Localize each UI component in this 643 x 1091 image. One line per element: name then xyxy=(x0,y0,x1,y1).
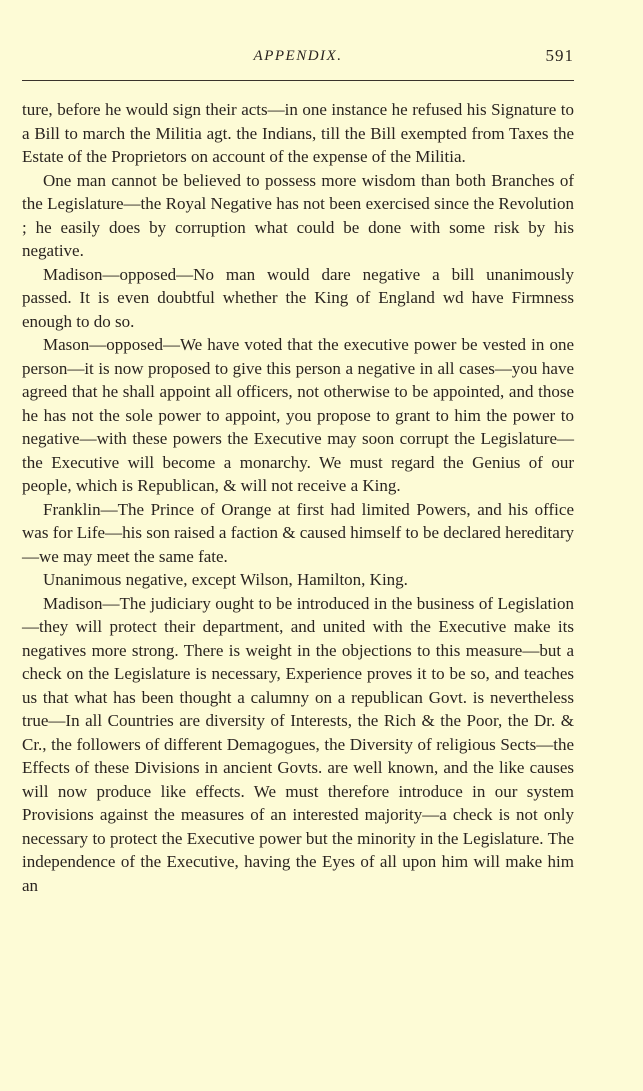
page-number: 591 xyxy=(545,46,574,65)
paragraph: One man cannot be believed to possess more wisdom than both Branches of the Legislature—the Royal Negative has not been exercised since the Revolution ; he easily does by corruption what could be done with some risk by his negative. xyxy=(22,170,574,260)
paragraph-continued: ture, before he would sign their acts—in one instance he refused his Signature to a Bill to march the Militia agt. the Indians, till the Bill exempted from Taxes the Estate of the Proprietors on account of the expense of the Militia. xyxy=(22,100,574,166)
body-text xyxy=(22,98,574,897)
running-head: APPENDIX. xyxy=(253,48,343,64)
paragraph: Franklin—The Prince of Orange at first had limited Powers, and his office was for Life—his son raised a faction & caused himself to be declared hereditary—we may meet the same fate. xyxy=(22,499,574,566)
paragraph: Unanimous negative, except Wilson, Hamilton, King. xyxy=(43,570,408,589)
header-rule xyxy=(22,80,574,81)
paragraph: Mason—opposed—We have voted that the executive power be vested in one person—it is now proposed to give this person a negative in all cases—you have agreed that he shall appoint all officers, not otherwise to be appointed, and those he has not the sole power to appoint, you propose to grant to him the power to negative—with these powers the Executive may soon corrupt the Legislature—the Executive will become a monarchy. We must regard the Genius of our people, which is Republican, & will not receive a King. xyxy=(22,335,574,495)
paragraph: Madison—opposed—No man would dare negative a bill unanimously passed. It is even doubtful whether the King of England wd have Firmness enough to do so. xyxy=(22,264,574,331)
page-header xyxy=(22,44,574,70)
paragraph: Madison—The judiciary ought to be introduced in the business of Legislation—they will protect their department, and united with the Executive make its negatives more strong. There is weight in the objections to this measure—but a check on the Legislature is necessary, Experience proves it to be so, and teaches us that what has been thought a calumny on a republican Govt. is nevertheless true—In all Countries are diversity of Interests, the Rich & the Poor, the Dr. & Cr., the followers of different Demagogues, the Diversity of religious Sects—the Effects of these Divisions in ancient Govts. are well known, and the like causes will now produce like effects. We must therefore introduce in our system Provisions against the measures of an interested majority—a check is not only necessary to protect the Executive power but the minority in the Legislature. The independence of the Executive, having the Eyes of all upon him will make him an xyxy=(22,593,574,895)
